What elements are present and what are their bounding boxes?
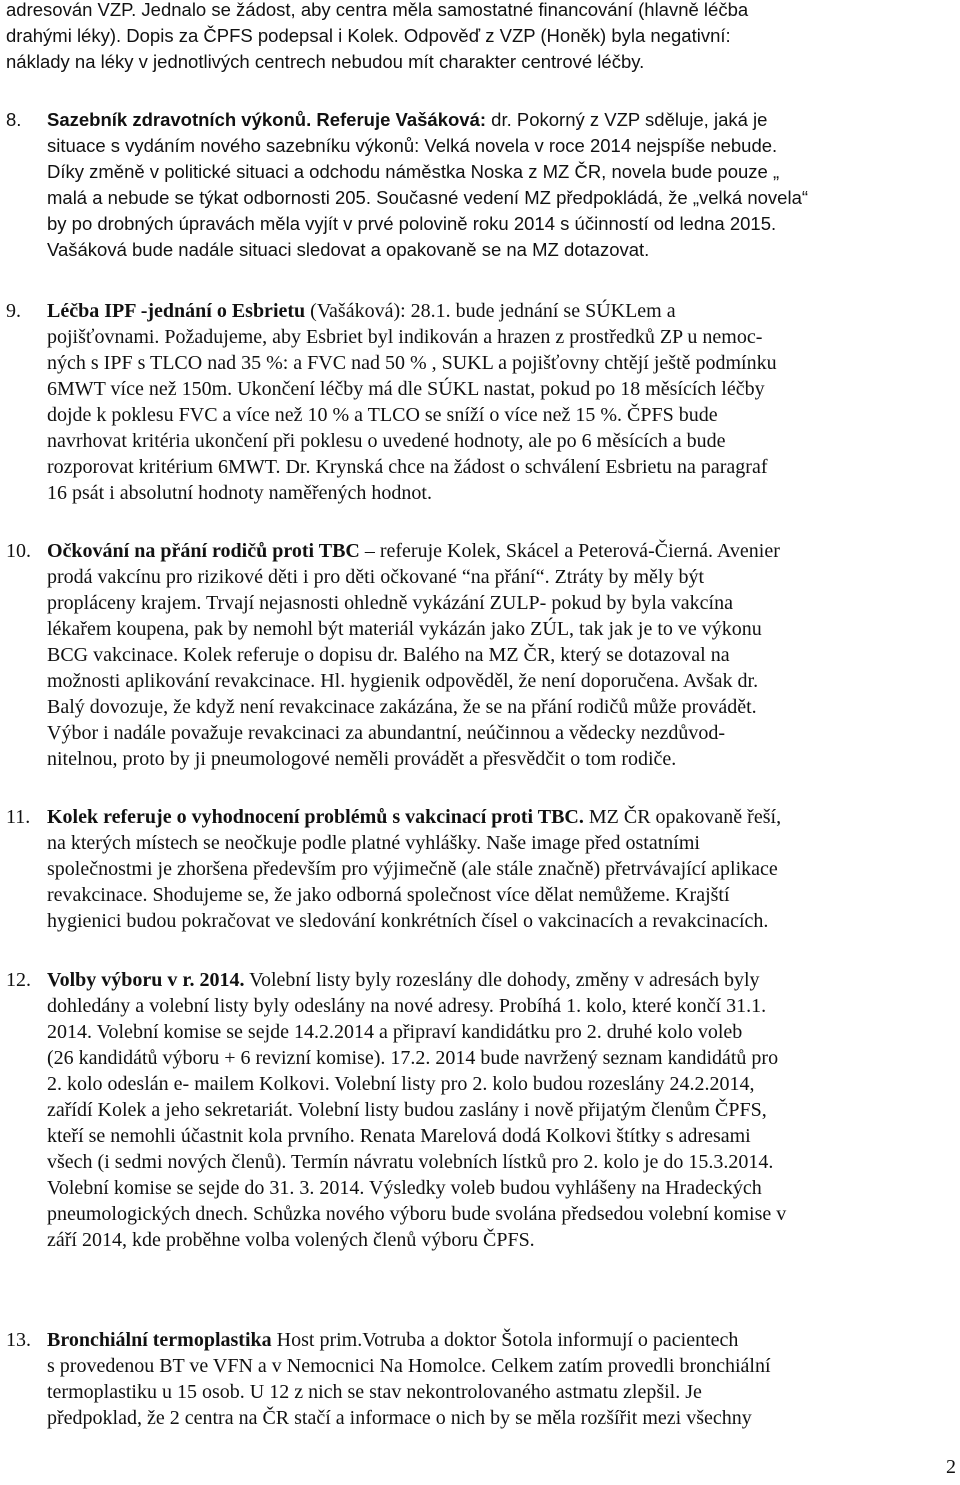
- item-heading-bold: Očkování na přání rodičů proti TBC: [47, 540, 360, 562]
- text-line: ných s IPF s TLCO nad 35 %: a FVC nad 50 % , SUKL a pojišťovny chtějí ještě podmínku: [47, 352, 777, 374]
- item-heading-rest: – referuje Kolek, Skácel a Peterová-Čierná. Avenier: [359, 540, 780, 562]
- text-line: náklady na léky v jednotlivých centrech nebudou mít charakter centrové léčby.: [6, 51, 645, 72]
- text-line: předpoklad, že 2 centra na ČR stačí a informace o nich by se měla rozšířit mezi všechny: [47, 1407, 752, 1429]
- text-line: navrhovat kritéria ukončení při poklesu o uvedené hodnoty, ale po 6 měsících a bude: [47, 430, 726, 452]
- item-heading: [47, 298, 676, 324]
- text-line: rozporovat kritérium 6MWT. Dr. Krynská chce na žádost o schválení Esbrietu na paragraf: [47, 456, 768, 478]
- text-line: drahými léky). Dopis za ČPFS podepsal i Kolek. Odpověď z VZP (Honěk) byla negativní:: [6, 25, 731, 46]
- text-line: 6MWT více než 150m. Ukončení léčby má dle SÚKL nastat, pokud po 18 měsících léčby: [47, 378, 765, 400]
- text-line: (26 kandidátů výboru + 6 revizní komise). 17.2. 2014 bude navržený seznam kandidátů pro: [47, 1047, 779, 1069]
- text-line: Výbor i nadále považuje revakcinaci za abundantní, neúčinnou a vědecky nezdůvod-: [47, 722, 726, 744]
- text-line: revakcinace. Shodujeme se, že jako odborná společnost více dělat nemůžeme. Krajští: [47, 884, 730, 906]
- text-line: dojde k poklesu FVC a více než 10 % a TLCO se sníží o více než 15 %. ČPFS bude: [47, 404, 718, 426]
- item-heading: [47, 804, 781, 830]
- item-number: 9.: [6, 300, 21, 322]
- text-line: nitelnou, proto by ji pneumologové neměli provádět a přesvědčit o tom rodiče.: [47, 748, 677, 770]
- text-line: lékařem koupena, pak by nemohl být materiál vykázán jako ZÚL, tak jak je to ve výkonu: [47, 618, 762, 640]
- text-line: Vašáková bude nadále situaci sledovat a opakovaně se na MZ dotazovat.: [47, 239, 650, 260]
- item-number: 8.: [6, 109, 22, 130]
- item-heading-bold: Léčba IPF -jednání o Esbrietu: [47, 300, 306, 322]
- text-line: hygienici budou pokračovat ve sledování konkrétních čísel o vakcinacích a revakcinacích.: [47, 910, 769, 932]
- item-heading-rest: Host prim.Votruba a doktor Šotola informují o pacientech: [271, 1329, 739, 1351]
- page-number: 2: [946, 1456, 956, 1478]
- text-line: s provedenou BT ve VFN a v Nemocnici Na Homolce. Celkem zatím provedli bronchiální: [47, 1355, 771, 1377]
- text-line: termoplastiku u 15 osob. U 12 z nich se stav nekontrolovaného astmatu zlepšil. Je: [47, 1381, 702, 1403]
- text-line: 16 psát i absolutní hodnoty naměřených hodnot.: [47, 482, 432, 504]
- text-line: Balý dovozuje, že když není revakcinace zakázána, že se na přání rodičů může provádět.: [47, 696, 757, 718]
- item-heading-rest: Volební listy byly rozeslány dle dohody, změny v adresách byly: [244, 969, 760, 991]
- item-heading-rest: dr. Pokorný z VZP sděluje, jaká je: [486, 109, 768, 130]
- item-heading-bold: Bronchiální termoplastika: [47, 1329, 272, 1351]
- text-line: Volební komise se sejde do 31. 3. 2014. Výsledky voleb budou vyhlášeny na Hradeckých: [47, 1177, 762, 1199]
- text-line: situace s vydáním nového sazebníku výkonů: Velká novela v roce 2014 nejspíše nebude.: [47, 135, 778, 156]
- text-line: 2. kolo odeslán e- mailem Kolkovi. Volební listy pro 2. kolo budou rozeslány 24.2.2014,: [47, 1073, 755, 1095]
- text-line: zařídí Kolek a jeho sekretariát. Volební listy budou zaslány i nově přijatým členům ČPFS,: [47, 1099, 767, 1121]
- item-heading: [47, 967, 760, 993]
- item-number: 12.: [6, 969, 31, 991]
- item-number: 10.: [6, 540, 31, 562]
- text-line: propláceny krajem. Trvají nejasnosti ohledně vykázání ZULP- pokud by byla vakcína: [47, 592, 733, 614]
- text-line: 2014. Volební komise se sejde 14.2.2014 a připraví kandidátku pro 2. druhé kolo voleb: [47, 1021, 743, 1043]
- text-line: společnostmi je zhoršena především pro výjimečně (ale stále značně) přetrvávající aplikace: [47, 858, 778, 880]
- text-line: adresován VZP. Jednalo se žádost, aby centra měla samostatné financování (hlavně léčba: [6, 0, 749, 20]
- item-heading-rest: MZ ČR opakovaně řeší,: [583, 806, 782, 828]
- text-line: pneumologických dnech. Schůzka nového výboru bude svolána předsedou volební komise v: [47, 1203, 787, 1225]
- item-heading: [47, 1327, 738, 1353]
- item-number: 13.: [6, 1329, 31, 1351]
- text-line: na kterých místech se neočkuje podle platné vyhlášky. Naše image před ostatními: [47, 832, 700, 854]
- item-heading-bold: Sazebník zdravotních výkonů. Referuje Vašáková:: [47, 109, 487, 130]
- text-line: by po drobných úpravách měla vyjít v prvé polovině roku 2014 s účinností od ledna 2015.: [47, 213, 777, 234]
- text-line: prodá vakcínu pro rizikové děti i pro děti očkované “na přání“. Ztráty by měly být: [47, 566, 705, 588]
- text-line: Díky změně v politické situaci a odchodu náměstka Noska z MZ ČR, novela bude pouze „: [47, 161, 780, 182]
- item-heading: [47, 538, 780, 564]
- item-heading-bold: Volby výboru v r. 2014.: [47, 969, 245, 991]
- item-heading-bold: Kolek referuje o vyhodnocení problémů s vakcinací proti TBC.: [47, 806, 584, 828]
- text-line: kteří se nemohli účastnit kola prvního. Renata Marelová dodá Kolkovi štítky s adresami: [47, 1125, 751, 1147]
- item-number: 11.: [6, 806, 31, 828]
- text-line: možnosti aplikování revakcinace. Hl. hygienik odpověděl, že není doporučena. Avšak dr.: [47, 670, 759, 692]
- text-line: BCG vakcinace. Kolek referuje o dopisu dr. Balého na MZ ČR, který se dotazoval na: [47, 644, 730, 666]
- text-line: září 2014, kde proběhne volba volených členů výboru ČPFS.: [47, 1229, 535, 1251]
- item-heading: [47, 107, 767, 133]
- text-line: malá a nebude se týkat odbornosti 205. Současné vedení MZ předpokládá, že „velká novela“: [47, 187, 809, 208]
- text-line: pojišťovnami. Požadujeme, aby Esbriet byl indikován a hrazen z prostředků ZP u nemoc-: [47, 326, 763, 348]
- text-line: všech (i sedmi nových členů). Termín návratu volebních lístků pro 2. kolo je do 15.3.2014.: [47, 1151, 774, 1173]
- item-heading-rest: (Vašáková): 28.1. bude jednání se SÚKLem a: [305, 300, 676, 322]
- text-line: dohledány a volební listy byly odeslány na nové adresy. Probíhá 1. kolo, které končí 31.1.: [47, 995, 767, 1017]
